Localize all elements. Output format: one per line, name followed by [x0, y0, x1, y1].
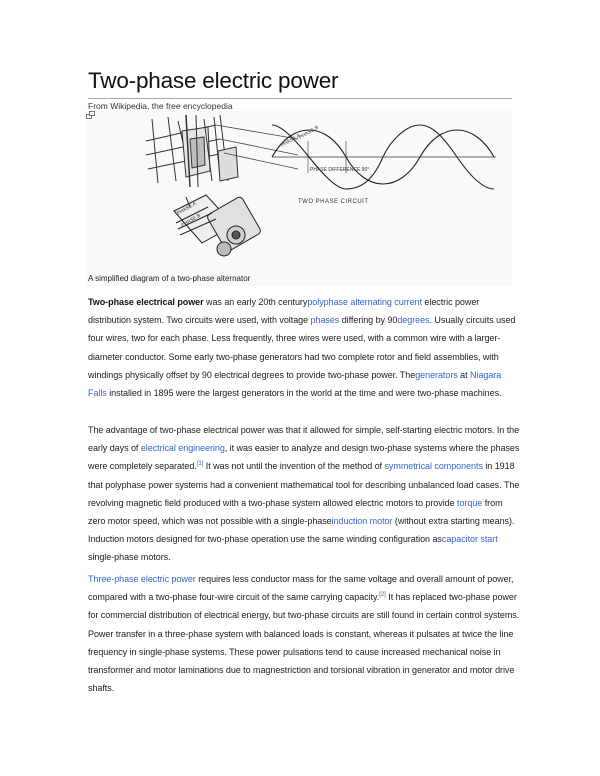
link-three-phase-electric-power[interactable]: Three-phase electric power: [88, 574, 196, 584]
link-niagara-falls[interactable]: Niagara Falls: [88, 369, 502, 399]
wave-label-b: PHASE B: [298, 124, 320, 141]
coil-label-b: PHASE B: [180, 212, 202, 229]
paragraph-intro: [88, 293, 520, 402]
text: single-phase motors.: [88, 552, 171, 563]
reference-2[interactable]: [2]: [379, 592, 386, 599]
paragraph-advantage: [88, 421, 520, 567]
text: was an early 20th century: [203, 297, 308, 307]
lead-term: Two-phase electrical power: [88, 297, 204, 307]
diagram-title: TWO PHASE CIRCUIT: [298, 199, 369, 205]
text: requires less conductor mass for the same voltage and overall amount of power, compared with a two-phase four-wire circuit of the same carrying capacity.: [88, 574, 514, 603]
figure: [86, 111, 512, 286]
link-induction-motor[interactable]: induction motor: [331, 516, 393, 527]
link-phases[interactable]: phases: [310, 315, 340, 326]
text: in 1918 that polyphase power systems had a convenient mathematical tool for describing unbalanced load cases. The revolving magnetic field produced with a two-phase system allowed electric motors to provide: [88, 461, 520, 508]
link-polyphase[interactable]: polyphase alternating current: [307, 297, 422, 307]
text: from zero motor speed, which was not possible with a single-phase: [88, 497, 503, 527]
page-title: Two-phase electric power: [88, 68, 512, 99]
coil-label-a: PHASE A: [176, 200, 198, 217]
text: The advantage of two-phase electrical power was that it allowed for simple, self-starting electric motors. In the early days of: [88, 425, 520, 454]
text: at: [457, 369, 471, 380]
text: differing by 90: [339, 315, 398, 326]
link-capacitor-start[interactable]: capacitor start: [441, 534, 498, 545]
figure-caption: A simplified diagram of a two-phase alternator: [88, 274, 251, 283]
text: installed in 1895 were the largest generators in the world at the time and were two-phase machines.: [106, 388, 502, 399]
link-generators[interactable]: generators: [415, 369, 458, 380]
alternator-diagram[interactable]: [86, 111, 512, 271]
text: electric power distribution system. Two circuits were used, with voltage: [88, 297, 480, 326]
reference-1[interactable]: [1]: [196, 461, 204, 468]
phase-difference-label: PHASE DIFFERENCE 90°: [310, 167, 370, 173]
text: . Usually circuits used four wires, two for each phase. Less frequently, three wires were used, with a common wire with a larger-diameter conductor. Some early two-phase generators had two complete rotor and field assemblies, with windings physically offset by 90 electrical degrees to provide two-phase power. The: [88, 315, 516, 380]
link-degrees[interactable]: degrees: [397, 315, 430, 326]
text: It was not until the invention of the method of: [203, 461, 385, 472]
link-symmetrical-components[interactable]: symmetrical components: [384, 461, 483, 472]
tagline: From Wikipedia, the free encyclopedia: [88, 101, 233, 111]
link-electrical-engineering[interactable]: electrical engineering: [140, 443, 225, 454]
enlarge-icon[interactable]: [86, 111, 95, 119]
text: (without extra starting means). Induction motors designed for two-phase operation use the same winding configuration as: [88, 516, 515, 545]
paragraph-three-phase: [88, 570, 520, 697]
link-torque[interactable]: torque: [457, 497, 483, 508]
text: , it was easier to analyze and design two-phase systems where the phases were completely separated.: [88, 443, 520, 472]
wave-label-a: PHASE A: [280, 132, 302, 149]
text: It has replaced two-phase power for commercial distribution of electrical energy, but two-phase circuits are still found in certain control systems. Power transfer in a three-phase system with balanced loads is constant, whereas it pulsates at twice the line frequency in single-phase systems. These power pulsations tend to cause increased mechanical noise in transformer and motor laminations due to magnestriction and torsional vibration in generator and motor drive shafts.: [88, 592, 520, 694]
